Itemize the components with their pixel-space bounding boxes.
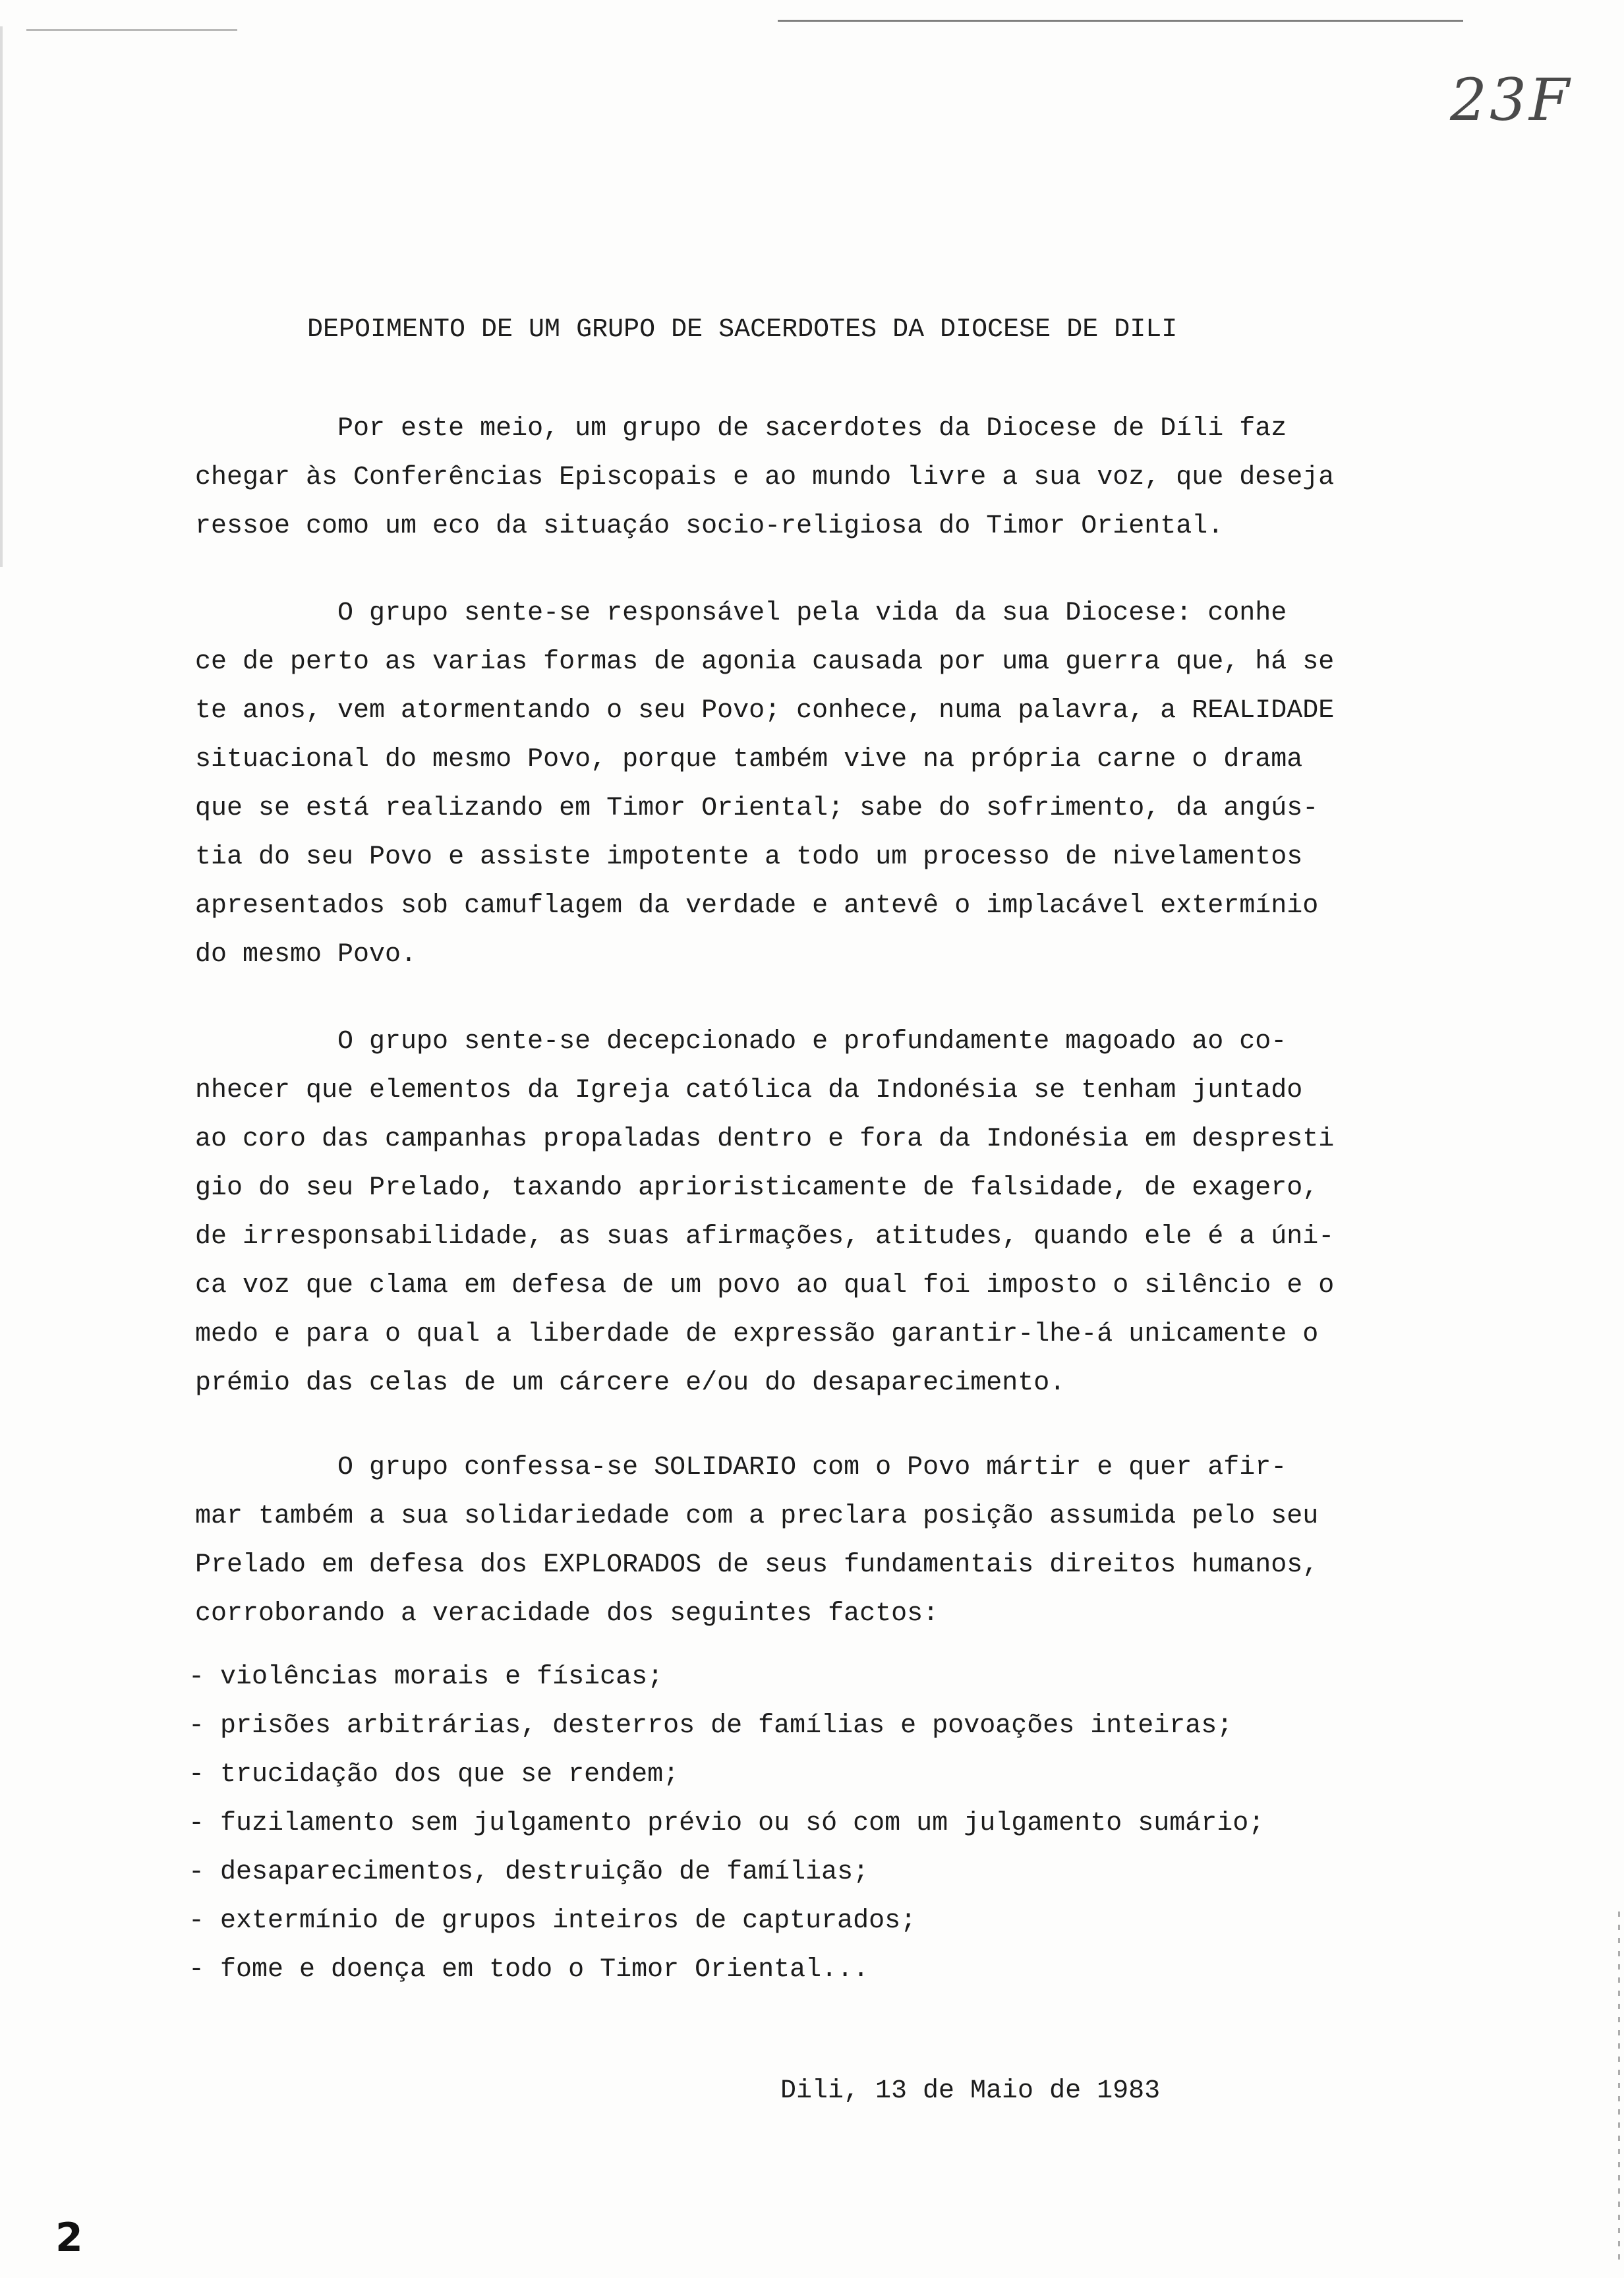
paragraph <box>195 1444 1395 1639</box>
text-line: mar também a sua solidariedade com a preclara posição assumida pelo seu <box>195 1502 1319 1531</box>
text-line: ca voz que clama em defesa de um povo ao qual foi imposto o silêncio e o <box>195 1271 1335 1300</box>
list-item: - fuzilamento sem julgamento prévio ou só com um julgamento sumário; <box>188 1809 1265 1838</box>
paragraph <box>195 589 1395 979</box>
scan-edge-line <box>26 29 237 31</box>
document-title: DEPOIMENTO DE UM GRUPO DE SACERDOTES DA DIOCESE DE DILI <box>307 315 1178 345</box>
text-line: O grupo sente-se decepcionado e profundamente magoado ao co- <box>195 1027 1287 1057</box>
text-line: Por este meio, um grupo de sacerdotes da Diocese de Díli faz <box>195 414 1287 444</box>
paragraph <box>195 405 1395 551</box>
text-line: apresentados sob camuflagem da verdade e antevê o implacável extermínio <box>195 891 1319 921</box>
list-item: - fome e doença em todo o Timor Oriental... <box>188 1955 869 1985</box>
list-item: - trucidação dos que se rendem; <box>188 1760 680 1790</box>
place-date-signoff: Dili, 13 de Maio de 1983 <box>780 2076 1161 2106</box>
scan-edge-line <box>778 20 1463 22</box>
text-line: prémio das celas de um cárcere e/ou do desaparecimento. <box>195 1368 1066 1398</box>
page-number: 2 <box>55 2215 83 2261</box>
list-item: - desaparecimentos, destruição de famílias; <box>188 1857 869 1887</box>
handwritten-folio: 23F <box>1450 66 1573 134</box>
text-line: de irresponsabilidade, as suas afirmações, atitudes, quando ele é a úni- <box>195 1222 1335 1252</box>
text-line: ao coro das campanhas propaladas dentro e fora da Indonésia em despresti <box>195 1124 1335 1154</box>
text-line: chegar às Conferências Episcopais e ao mundo livre a sua voz, que deseja <box>195 463 1335 492</box>
list-item: - prisões arbitrárias, desterros de famílias e povoações inteiras; <box>188 1711 1233 1741</box>
text-line: gio do seu Prelado, taxando aprioristicamente de falsidade, de exagero, <box>195 1173 1319 1203</box>
text-line: ressoe como um eco da situaçáo socio-religiosa do Timor Oriental. <box>195 511 1224 541</box>
list-item: - violências morais e físicas; <box>188 1662 664 1692</box>
paragraph <box>195 1018 1395 1408</box>
text-line: nhecer que elementos da Igreja católica da Indonésia se tenham juntado <box>195 1076 1303 1105</box>
text-line: tia do seu Povo e assiste impotente a todo um processo de nivelamentos <box>195 842 1303 872</box>
text-line: O grupo sente-se responsável pela vida da sua Diocese: conhe <box>195 599 1287 628</box>
text-line: ce de perto as varias formas de agonia causada por uma guerra que, há se <box>195 647 1335 677</box>
text-line: medo e para o qual a liberdade de expressão garantir-lhe-á unicamente o <box>195 1320 1319 1349</box>
scan-edge-line <box>1618 1912 1620 2267</box>
text-line: O grupo confessa-se SOLIDARIO com o Povo mártir e quer afir- <box>195 1453 1287 1482</box>
text-line: corroborando a veracidade dos seguintes factos: <box>195 1599 939 1629</box>
text-line: do mesmo Povo. <box>195 940 417 970</box>
text-line: que se está realizando em Timor Oriental; sabe do sofrimento, da angús- <box>195 794 1319 823</box>
text-line: te anos, vem atormentando o seu Povo; conhece, numa palavra, a REALIDADE <box>195 696 1335 726</box>
text-line: Prelado em defesa dos EXPLORADOS de seus fundamentais direitos humanos, <box>195 1550 1319 1580</box>
list-item: - extermínio de grupos inteiros de capturados; <box>188 1906 917 1936</box>
facts-list <box>188 1653 1264 1995</box>
text-line: situacional do mesmo Povo, porque também vive na própria carne o drama <box>195 745 1303 774</box>
scan-edge-line <box>0 26 3 567</box>
